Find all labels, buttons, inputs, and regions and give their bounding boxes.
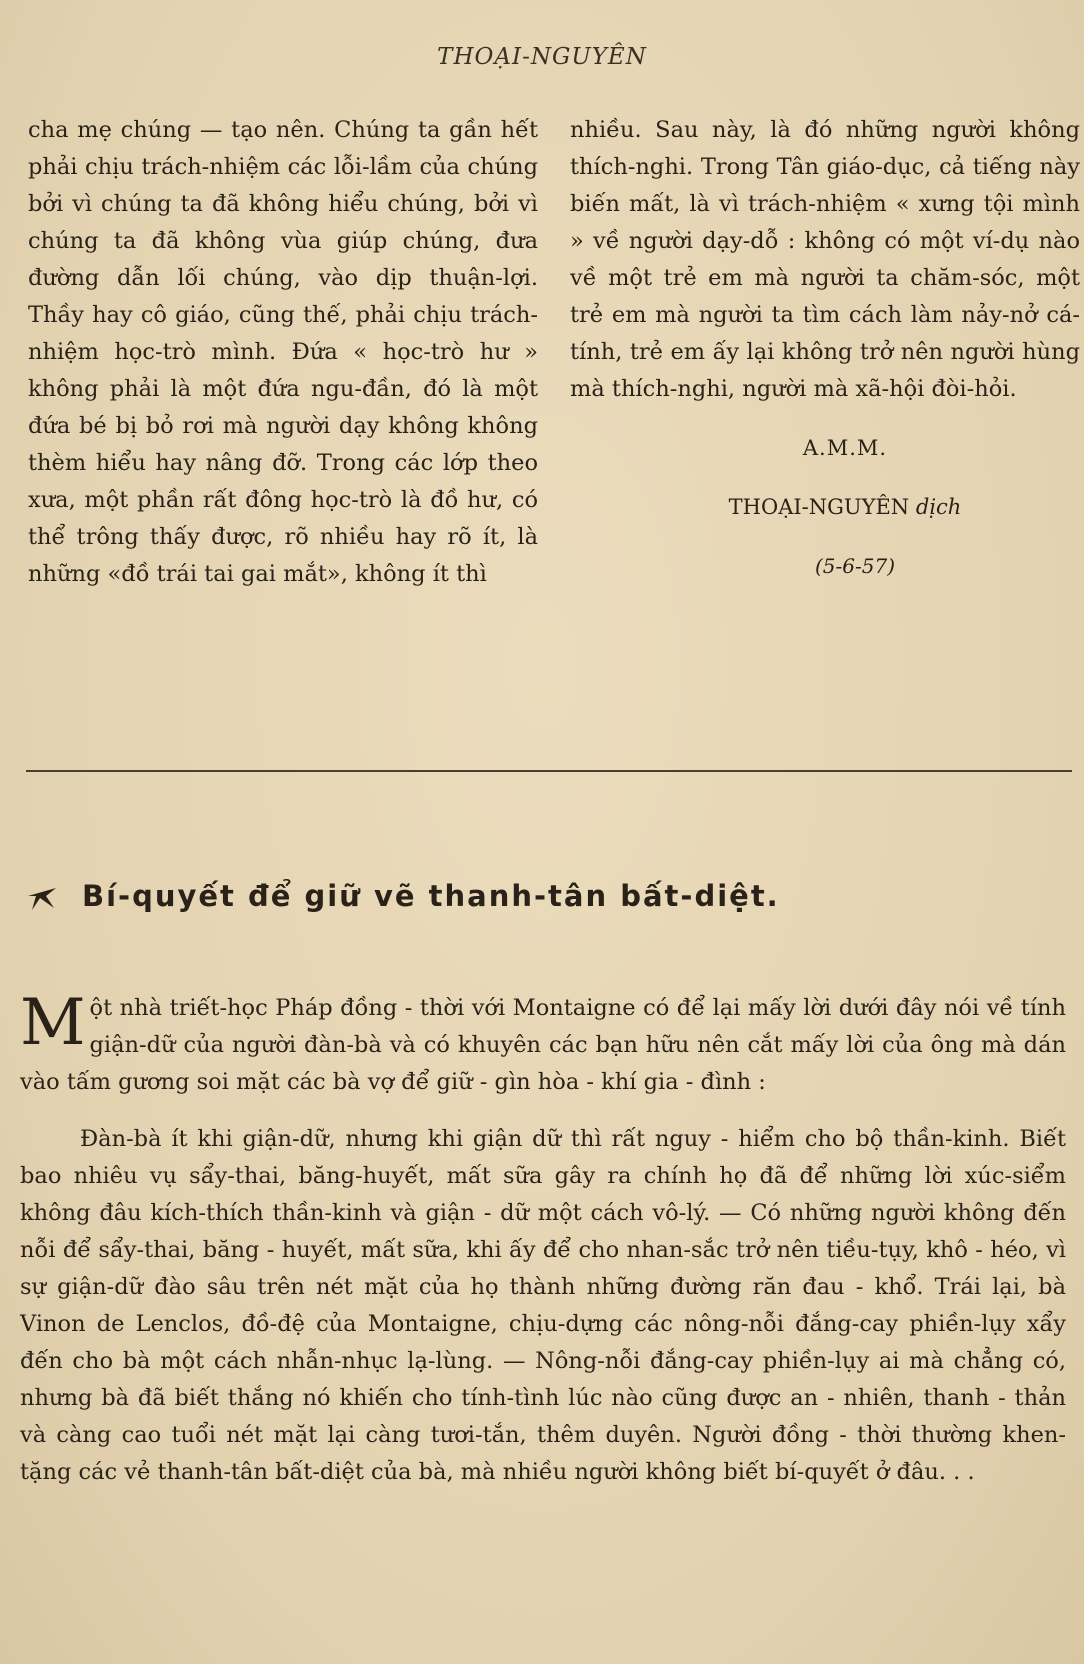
- quote-paragraph: Đàn-bà ít khi giận-dữ, nhưng khi giận dữ thì rất nguy - hiểm cho bộ thần-kinh. Biết bao nhiêu vụ sẩy-thai, băng-huyết, mất sữa gây ra chính họ đã để những lời xúc-siểm không đâu kích-thích thần-kinh và giận - dữ một cách vô-lý. — Có những người không đến nỗi để sẩy-thai, băng - huyết, mất sữa, khi ấy để cho nhan-sắc trở nên tiều-tụy, khô - héo, vì sự giận-dữ đào sâu trên nét mặt của họ thành những đường răn đau - khổ. Trái lại, bà Vinon de Lenclos, đồ-đệ của Montaigne, chịu-dựng các nông-nỗi đắng-cay phiền-lụy xẩy đến cho bà một cách nhẫn-nhục lạ-lùng. — Nông-nỗi đắng-cay phiền-lụy ai mà chẳng có, nhưng bà đã biết thắng nó khiến cho tính-tình lúc nào cũng được an - nhiên, thanh - thản và càng cao tuổi nét mặt lại càng tươi-tắn, thêm duyên. Người đồng - thời thường khen-tặng các vẻ thanh-tân bất-diệt của bà, mà nhiều người không biết bí-quyết ở đâu. . .: [20, 1126, 1066, 1485]
- section-heading: [24, 878, 1064, 914]
- right-column-text: nhiều. Sau này, là đó những người không thích-nghi. Trong Tân giáo-dục, cả tiếng này biến mất, là vì trách-nhiệm « xưng tội mình » về người dạy-dỗ : không có một ví-dụ nào về một trẻ em mà người ta chăm-sóc, một trẻ em mà người ta tìm cách làm nảy-nở cá-tính, trẻ em ấy lại không trở nên người hùng mà thích-nghi, người mà xã-hội đòi-hỏi.: [570, 117, 1080, 402]
- article-date: (5-6-57): [814, 554, 896, 578]
- intro-paragraph: [20, 986, 1066, 1101]
- running-head: THOẠI-NGUYÊN: [437, 44, 647, 70]
- article-body: [20, 986, 1066, 1491]
- article-left-column: [28, 112, 538, 593]
- intro-text: ột nhà triết-học Pháp đồng - thời với Montaigne có để lại mấy lời dưới đây nói về tính giận-dữ của người đàn-bà và có khuyên các bạn hữu nên cắt mấy lời của ông mà dán vào tấm gương soi mặt các bà vợ để giữ - gìn hòa - khí gia - đình :: [20, 995, 1066, 1095]
- signoff: [570, 430, 1080, 585]
- section-title: Bí-quyết để giữ vẽ thanh-tân bất-diệt.: [82, 879, 780, 913]
- section-divider: [26, 770, 1072, 772]
- translator-credit: [610, 489, 1080, 526]
- translator-role: dịch: [915, 495, 962, 519]
- drop-cap: M: [20, 986, 86, 1060]
- article-right-column: [570, 112, 1080, 585]
- author-initials: A.M.M.: [802, 436, 888, 460]
- translator-name: THOẠI-NGUYÊN: [728, 495, 910, 519]
- star-icon: [24, 878, 60, 914]
- left-column-text: cha mẹ chúng — tạo nên. Chúng ta gần hết phải chịu trách-nhiệm các lỗi-lầm của chúng bởi vì chúng ta đã không hiểu chúng, bởi vì chúng ta đã không vùa giúp chúng, đưa đường dẫn lối chúng, vào dịp thuận-lợi. Thầy hay cô giáo, cũng thế, phải chịu trách-nhiệm học-trò mình. Đứa « học-trò hư » không phải là một đứa ngu-đần, đó là một đứa bé bị bỏ rơi mà người dạy không không thèm hiểu hay nâng đỡ. Trong các lớp theo xưa, một phần rất đông học-trò là đồ hư, có thể trông thấy được, rõ nhiều hay rõ ít, là những «đồ trái tai gai mắt», không ít thì: [28, 117, 538, 587]
